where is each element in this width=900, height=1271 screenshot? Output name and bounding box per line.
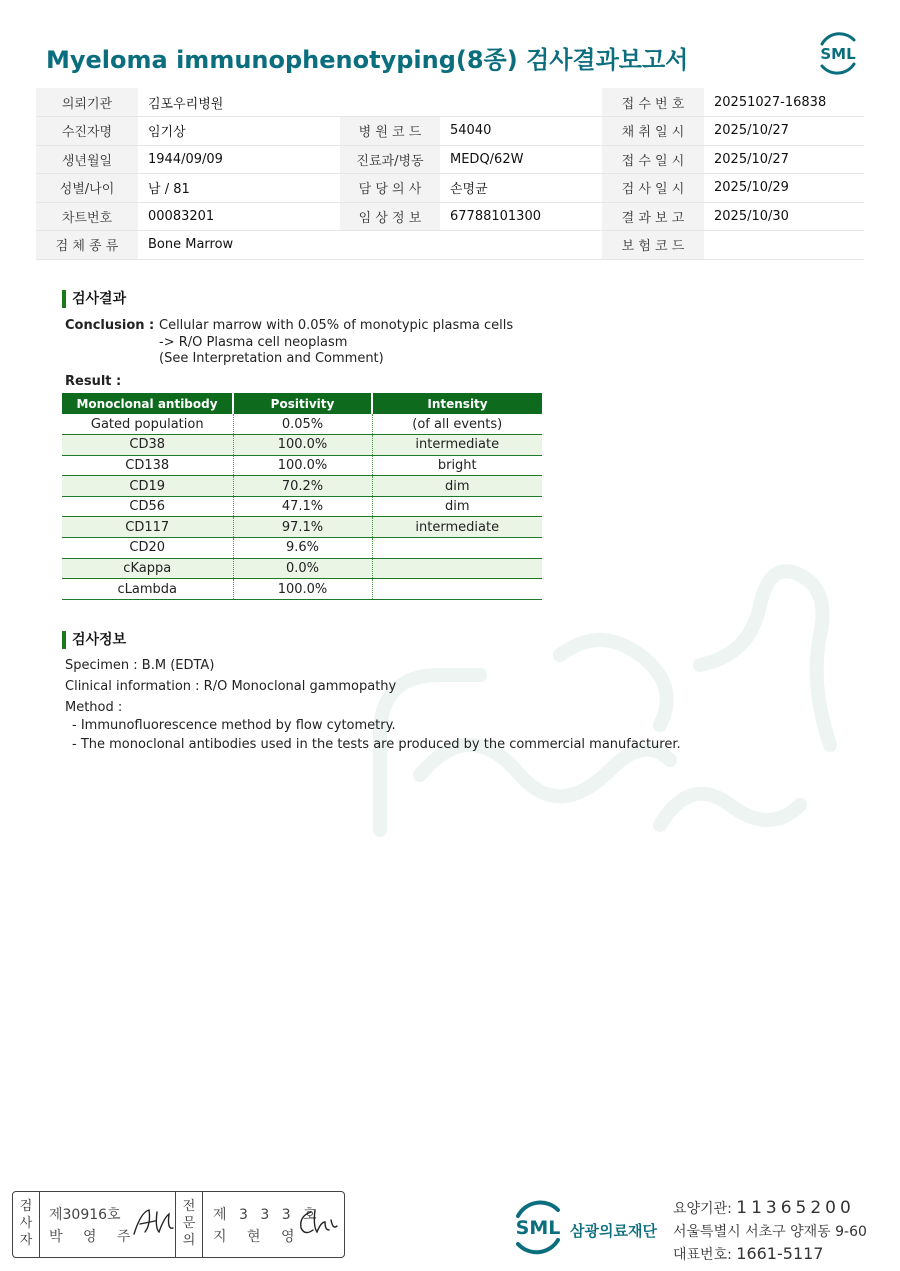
sex-age-label: 성별/나이 xyxy=(36,174,138,203)
receipt-no-value: 20251027-16838 xyxy=(704,88,864,117)
table-row xyxy=(62,476,542,497)
antibody-cell: CD38 xyxy=(62,435,233,456)
antibody-cell: cLambda xyxy=(62,579,233,600)
intensity-cell xyxy=(372,558,542,579)
antibody-cell: CD20 xyxy=(62,538,233,559)
conclusion-line: -> R/O Plasma cell neoplasm xyxy=(159,334,348,350)
patient-info-table xyxy=(36,88,864,260)
specimen-type-value: Bone Marrow xyxy=(138,231,340,260)
examiner-vertical-label: 검 사 자 xyxy=(19,1199,33,1248)
antibody-cell: CD19 xyxy=(62,476,233,497)
examinee-value: 임기상 xyxy=(138,117,340,146)
specialist-name: 지 현 영 xyxy=(213,1229,303,1245)
intensity-cell: dim xyxy=(372,476,542,497)
dept-label: 진료과/병동 xyxy=(340,145,440,174)
institution-label: 의뢰기관 xyxy=(36,88,138,117)
info-row xyxy=(36,231,864,260)
report-title: Myeloma immunophenotyping(8종) 검사결과보고서 xyxy=(46,46,689,74)
antibody-cell: cKappa xyxy=(62,558,233,579)
hospital-code-value: 54040 xyxy=(440,117,602,146)
intensity-cell: bright xyxy=(372,455,542,476)
examiner-name: 박 영 주 xyxy=(49,1229,139,1245)
results-heading: 검사결과 xyxy=(62,290,126,308)
result-table xyxy=(62,393,542,600)
positivity-cell: 0.05% xyxy=(233,414,372,435)
dob-value: 1944/09/09 xyxy=(138,145,340,174)
table-row xyxy=(62,414,542,435)
address: 서울특별시 서초구 양재동 9-60 xyxy=(673,1224,867,1240)
doctor-value: 손명균 xyxy=(440,174,602,203)
examiner-signature-icon xyxy=(131,1206,177,1240)
table-row xyxy=(62,558,542,579)
dob-label: 생년월일 xyxy=(36,145,138,174)
conclusion-line: Cellular marrow with 0.05% of monotypic plasma cells xyxy=(159,318,514,333)
conclusion-text xyxy=(159,318,513,368)
positivity-cell: 9.6% xyxy=(233,538,372,559)
column-header-positivity: Positivity xyxy=(233,393,372,414)
table-row xyxy=(62,455,542,476)
info-row xyxy=(36,174,864,203)
antibody-cell: CD138 xyxy=(62,455,233,476)
intensity-cell xyxy=(372,538,542,559)
chart-value: 00083201 xyxy=(138,202,340,231)
positivity-cell: 70.2% xyxy=(233,476,372,497)
method-item: - The monoclonal antibodies used in the tests are produced by the commercial manufacturer. xyxy=(72,737,681,752)
examiner-license: 제30916호 xyxy=(49,1207,121,1223)
antibody-cell: Gated population xyxy=(62,414,233,435)
column-header-intensity: Intensity xyxy=(372,393,542,414)
examinee-label: 수진자명 xyxy=(36,117,138,146)
table-row xyxy=(62,435,542,456)
dept-value: MEDQ/62W xyxy=(440,145,602,174)
received-value: 2025/10/27 xyxy=(704,145,864,174)
insurance-label: 보 험 코 드 xyxy=(602,231,704,260)
conclusion-label: Conclusion : xyxy=(65,318,155,333)
column-header-antibody: Monoclonal antibody xyxy=(62,393,233,414)
info-row xyxy=(36,145,864,174)
sml-footer-logo-icon xyxy=(508,1198,568,1256)
tested-label: 검 사 일 시 xyxy=(602,174,704,203)
specimen-line: Specimen : B.M (EDTA) xyxy=(65,658,215,673)
test-info-heading: 검사정보 xyxy=(62,631,126,649)
intensity-cell: intermediate xyxy=(372,435,542,456)
intensity-cell: intermediate xyxy=(372,517,542,538)
reported-value: 2025/10/30 xyxy=(704,202,864,231)
intensity-cell: dim xyxy=(372,496,542,517)
collected-label: 채 취 일 시 xyxy=(602,117,704,146)
specialist-signature-icon xyxy=(295,1206,339,1240)
logo-text: SML xyxy=(820,45,856,63)
info-row xyxy=(36,202,864,231)
antibody-cell: CD117 xyxy=(62,517,233,538)
positivity-cell: 0.0% xyxy=(233,558,372,579)
clinical-label: 임 상 정 보 xyxy=(340,202,440,231)
table-row xyxy=(62,517,542,538)
insurance-value xyxy=(704,231,864,260)
tested-value: 2025/10/29 xyxy=(704,174,864,203)
intensity-cell xyxy=(372,579,542,600)
footer-logo-text: SML xyxy=(515,1217,561,1239)
receipt-no-label: 접 수 번 호 xyxy=(602,88,704,117)
positivity-cell: 100.0% xyxy=(233,455,372,476)
reported-label: 결 과 보 고 xyxy=(602,202,704,231)
sex-age-value: 남 / 81 xyxy=(138,174,340,203)
info-row xyxy=(36,88,864,117)
table-row xyxy=(62,538,542,559)
clinical-value: 67788101300 xyxy=(440,202,602,231)
specimen-type-label: 검 체 종 류 xyxy=(36,231,138,260)
antibody-cell: CD56 xyxy=(62,496,233,517)
institution-value: 김포우리병원 xyxy=(138,88,340,117)
institution-code: 요양기관: 11365200 xyxy=(673,1198,855,1218)
clinical-info-line: Clinical information : R/O Monoclonal gammopathy xyxy=(65,679,397,694)
hospital-code-label: 병 원 코 드 xyxy=(340,117,440,146)
specialist-vertical-label: 전 문 의 xyxy=(182,1199,196,1248)
specialist-license: 제 3 3 3 호 xyxy=(213,1207,321,1223)
info-row xyxy=(36,117,864,146)
intensity-cell: (of all events) xyxy=(372,414,542,435)
chart-label: 차트번호 xyxy=(36,202,138,231)
received-label: 접 수 일 시 xyxy=(602,145,704,174)
phone: 대표번호: 1661-5117 xyxy=(673,1244,824,1263)
signature-box xyxy=(12,1191,345,1258)
method-item: - Immunofluorescence method by flow cytometry. xyxy=(72,718,396,733)
collected-value: 2025/10/27 xyxy=(704,117,864,146)
doctor-label: 담 당 의 사 xyxy=(340,174,440,203)
table-row xyxy=(62,579,542,600)
positivity-cell: 100.0% xyxy=(233,435,372,456)
method-label: Method : xyxy=(65,700,123,715)
result-table-header xyxy=(62,393,542,414)
org-name: 삼광의료재단 xyxy=(570,1222,657,1240)
sml-logo-icon xyxy=(814,30,862,76)
positivity-cell: 47.1% xyxy=(233,496,372,517)
result-label: Result : xyxy=(65,374,122,389)
positivity-cell: 97.1% xyxy=(233,517,372,538)
positivity-cell: 100.0% xyxy=(233,579,372,600)
table-row xyxy=(62,496,542,517)
conclusion-line: (See Interpretation and Comment) xyxy=(159,351,384,366)
